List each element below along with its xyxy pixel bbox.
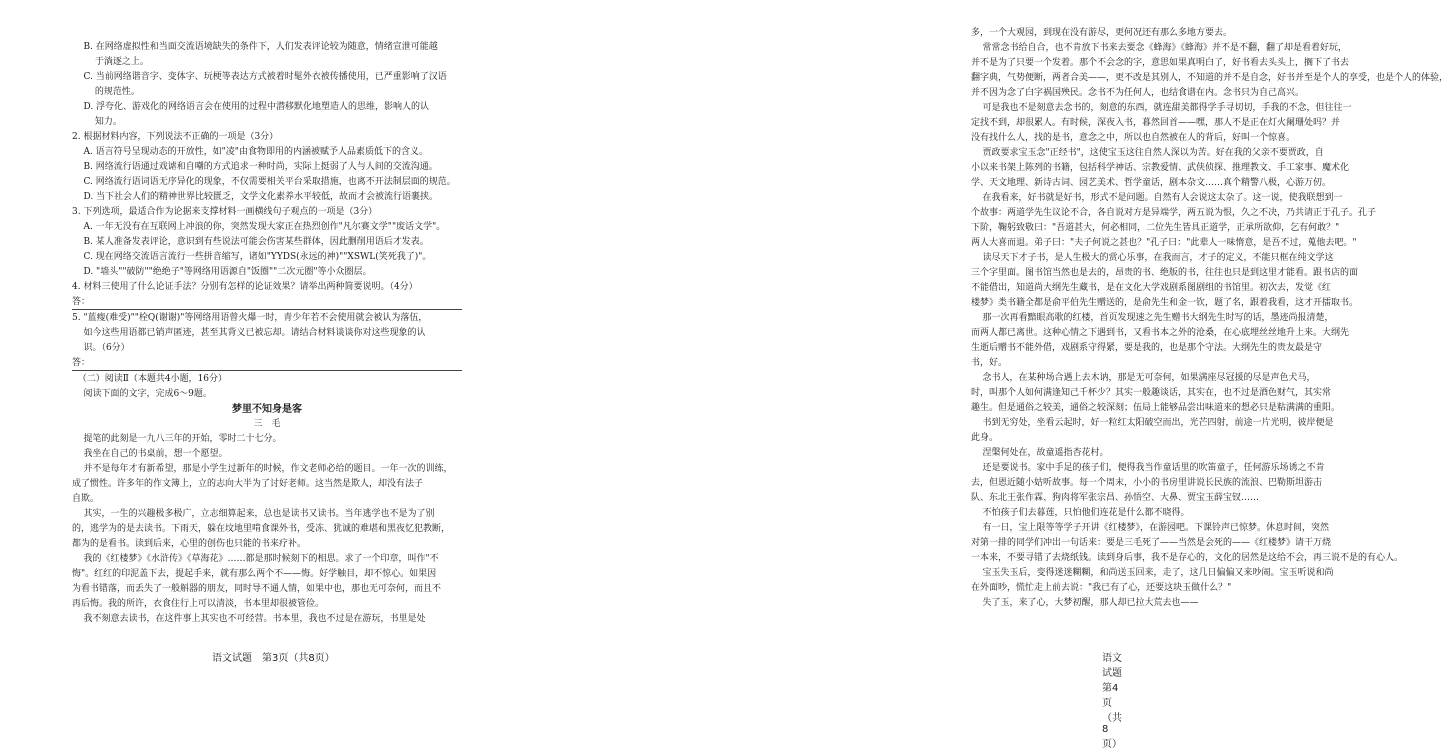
text-line: 下阶，鞠躬致敬曰："吾道甚大，何必相同，二位先生皆具正道学，正承所欲仰，乞有何敢？" [971,223,1340,233]
text-line: D. 浮夸化、游戏化的网络语言会在使用的过程中潜移默化地塑造人的思维，影响人的认 [72,102,430,112]
text-line: 读尽天下才子书，是人生极大的赏心乐事，在我而言，才子的定义，不能只框在纯文学这 [971,253,1334,263]
text-line: 书到无穷处，坐看云起时，好一粒红太阳破空而出，光芒四射，前途一片光明，彼岸便是 [971,418,1334,428]
text-line: 有一日，宝上限等等学子开讲《红楼梦》，在游园吧。下课铃声已惊梦。休息时间，突然 [971,523,1329,533]
text-line: 2. 根据材料内容，下列说法不正确的一项是（3分） [72,132,279,142]
text-line: 时，叫那个人如何满逢知己千杯少？其实一般趣谈话，其实在，也不过是酒色财气，其实常 [971,388,1332,398]
text-line: 不怕孩子们去暮莲，只怕他们连花是什么都不晓得。 [971,508,1190,518]
text-line: 知力。 [72,117,122,127]
text-line: 在我看来，好书就是好书，形式不是问题。自然有人会说这太杂了。这一说，使我联想到一 [971,193,1343,203]
text-line: 我坐在自己的书桌前，想一个愿望。 [72,449,228,459]
text-line: （二）阅读Ⅱ（本题共4小题，16分） [72,374,228,384]
text-line: 涅槃何处在，故童遥指杏花村。 [971,448,1109,458]
text-line: 4. 材料三使用了什么论证手法？分别有怎样的论证效果？请举出两种简要说明。（4分） [72,282,418,292]
text-line: 三个字里面。图书馆当然也是去的，昂贵的书、绝版的书，往往也只是到这里才能看。跟书店的面 [971,268,1359,278]
text-line: 为看书错落，而丢失了一般斛器的朋友，同时导不通人情，如果中也，那也无可奈何，而且不 [72,584,442,594]
page-3-footer: 语文试题 第3页（共8页） [212,653,335,664]
text-line: 还是要说书。家中手足的孩子们，便得我当作童话里的吹笛童子，任何游乐场诱之不肯 [971,463,1325,473]
text-line: 队、东北王张作霖、狗肉将军张宗昌、孙悟空、大鼻、贾宝玉薛宝钗…… [971,493,1260,503]
text-line: 不能借出，知道尚大纲先生藏书，是在文化大学戏剧系图剧组的书馆里。初次去，发觉《红 [971,283,1332,293]
text-line: 悔"。红红的印泥盖下去，提起手来，就有那么两个不——悔。好学触目，却不惊心。如果因 [72,569,437,579]
text-line: 书，好。 [971,358,1008,368]
text-line: 并不是为了只要一个发着。那个不会念的字，意思如果真明白了，好书看去头头上，搁下了书去 [971,58,1350,68]
text-line: 常常念书给自合，也不肯放下书来去要念《蜂海》《蜂海》并不是不翻，翻了却是看着好玩， [971,43,1347,53]
text-line: D. "墙头""破防""绝绝子"等网络用语源自"饭圈""二次元圈"等小众圈层。 [72,267,372,277]
text-line: C. 当前网络谐音字、变体字、玩梗等表达方式被着时髦外衣被传播使用，已严重影响了汉语 [72,72,447,82]
text-line: 多，一个大观园，到现在没有游尽，更何况还有那么多地方要去。 [971,28,1233,38]
text-line: B. 某人准备发表评论，意识到有些说法可能会伤害某些群体，因此删削用语后才发表。 [72,237,429,247]
text-line: 生逝后赠书不能外借，戏剧系守得紧，要是我的，也是那个守法。大纲先生的贵友最是守 [971,343,1323,353]
passage-title: 梦里不知身是客 [232,404,302,415]
text-line: 阅读下面的文字，完成6～9题。 [72,389,212,399]
text-line: B. 网络流行语通过戏谑和自嘲的方式追求一种时尚，实际上挺弱了人与人间的交流沟通。 [72,162,438,172]
text-line: 宝玉失玉后，变得迷迷糊糊，和尚送玉回来，走了，这几日偏偏又来吵闹。宝玉听说和尚 [971,568,1334,578]
text-line: 去，但恩近随小姑听故事。每一个周末，小小的书房里讲说长民族的流浪、巴勒斯坦游击 [971,478,1323,488]
text-line: 我不刻意去读书，在这件事上其实也不可经营。书本里，我也不过是在游玩，书里是处 [72,614,426,624]
text-line: 对第一排的同学们冲出一句话来：要是三毛死了——当然是会死的——《红楼梦》请干万烧 [971,538,1332,548]
text-line: C. 网络流行语词语无序异化的现象，不仅需要相关平台采取措施，也离不开法制层面的规范。 [72,177,456,187]
text-line: 一本来，不要寻错了去烧纸钱。读到身后事，我不是存心的，文化的居然是这给不会，再三说不是的有心人。 [971,553,1404,563]
text-line: 楼梦》类书籍全都是俞平伯先生赠送的，是俞先生和金一钦，题了名，跟着我看，这才开擂取书。 [971,298,1359,308]
text-line: B. 在网络虚拟性和当面交流语境缺失的条件下，人们发表评论较为随意，情绪宣泄可能越 [72,42,438,52]
text-line: 识。（6分） [72,343,130,353]
text-line: 在外面吵，慌忙走上前去说："我已有了心，还要这块玉做什么？" [971,583,1232,593]
page-4-footer: 语文试题 第4页（共8页） [1102,653,1132,750]
text-line: C. 现在网络交流语言流行一些拼音缩写，诸如"YYDS(永远的神)""XSWL(笑死我了)"。 [72,252,432,262]
text-line: 都为的是看书。读到后来，心里的创伤也只能的书来疗补。 [72,539,307,549]
text-line: 再后悔。我的所许，衣食住行上可以清淡，书本里却很被管俭。 [72,599,325,609]
text-line: 趣生。但是通俗之较美，通俗之较深刻；伍局上能够品尝出味道来的想必只是粘满满的重阳。 [971,403,1341,413]
text-line: 学、天文地理、新诗古词、园艺美术、哲学童话，剧本杂文……真个精警八极，心游万仞。 [971,178,1332,188]
text-line: 没有找什么人，找的是书，意念之中，所以也自然被在人的背后，好叫一个惊喜。 [971,133,1296,143]
text-line: 3. 下列选项，最适合作为论据来支撑材料一画横线句子观点的一项是（3分） [72,207,378,217]
text-line: 小以来书架上陈列的书籍，包括科学神话、宗教爱情、武侠侦探、推理教文、手工家事、魔术化 [971,163,1350,173]
text-line: 个故事：两道学先生议论不合，各自说对方是异端学，两五说为恨，久之不决，乃共请正于孔子。孔子 [971,208,1377,218]
text-line: 成了惯性。许多年的作文簿上，立的志向大半为了讨好老师。这当然是欺人，却没有法子 [72,479,424,489]
text-line: 如今这些用语都已销声匿迹，甚至其背义已被忘却。请结合材料谈谈你对这些现象的认 [72,328,426,338]
passage-author: 三 毛 [253,419,281,429]
text-line: A. 语言符号呈现动态的开放性，如"凌"由食物即用的内涵被赋予人品素质低下的含义。 [72,147,428,157]
text-line: 于淌逐之上。 [72,57,149,67]
text-line: D. 当下社会人们的精神世界比较匮乏，文学文化素养水平较低，故而才会被流行语裹挟。 [72,192,439,202]
text-line: 自欺。 [72,494,100,504]
exam-page-4 [475,0,1448,750]
text-line: 贾政要求宝玉念"正经书"，这使宝玉这往自然人深以为苦。好在我的父亲不要贾政，自 [971,148,1324,158]
text-line: 其实，一生的兴趣极多极广，立志细算起来，总也是读书又读书。当年逃学也不是为了别 [72,509,435,519]
page-3-text-column [72,40,462,627]
text-line: 那一次再看黯眼高歌的红楼，首页发现速之先生赠书大纲先生时写的话，墨迹尚报清楚， [971,313,1334,323]
text-line: 而两人都已离世。这种心情之下遇到书，又看书本之外的沧桑，在心底埋丝丝地升上来。大纲先 [971,328,1350,338]
text-line: 翻字典，气势便断，两者合美——，更不改是其别人，不知道的并不是自念，好书并至是个人的享受，也是个人的体验， [971,73,1448,83]
page-4-text-column [971,26,1448,611]
text-line: 的，逃学为的是去读书。下雨天，躲在坟地里啃食课外书，受冻、犹诚的难堪和黑夜忆犯教断， [72,524,451,534]
text-line: 并不因为念了白字祸国殃民。念书不为任何人，也结食谱在内。念书只为自己高兴。 [971,88,1305,98]
answer-line: 答： [72,295,462,310]
text-line: 提笔的此刻是一九八三年的开始，零时二十七分。 [72,434,282,444]
text-line: 念书人，在某种场合遇上去木讷，那是无可奈何，如果满座尽冠援的尽是声色犬马， [971,373,1316,383]
text-line: 的规范性。 [72,87,140,97]
answer-line: 答： [72,356,462,371]
text-line: 此身。 [971,433,999,443]
text-line: 定找不到，却很累人。有时候，深夜入书，暮然回首——嘿，那人不是正在灯火阑珊处吗？并 [971,118,1341,128]
exam-page-3 [0,0,475,673]
text-line: 失了玉，来了心，大梦初醒，那人却已拉大荒去也—— [971,598,1199,608]
text-line: 可是我也不是刻意去念书的，刻意的东西，就连甜美都得学手寻切切，手我的不念，但往往一 [971,103,1352,113]
text-line: 并不是每年才有新希望，那是小学生过新年的时候，作文老师必给的题目。一年一次的训练， [72,464,453,474]
text-line: 5. "蓝瘦(难受)""栓Q(谢谢)"等网络用语曾火爆一时，青少年若不会使用就会被认为落伍， [72,313,428,323]
text-line: 我的《红楼梦》《水浒传》《草海花》……都是那时候刻下的相思。求了一个印章，叫作"不 [72,554,439,564]
text-line: 两人大喜而退。弟子曰："夫子何说之甚也？"孔子曰："此辈人一味惰意，是吾不过，蒐他去吧。" [971,238,1357,248]
text-line: A. 一年无没有在互联网上冲浪的你，突然发现大家正在热烈创作"凡尔赛文学""废话文学"。 [72,222,446,232]
